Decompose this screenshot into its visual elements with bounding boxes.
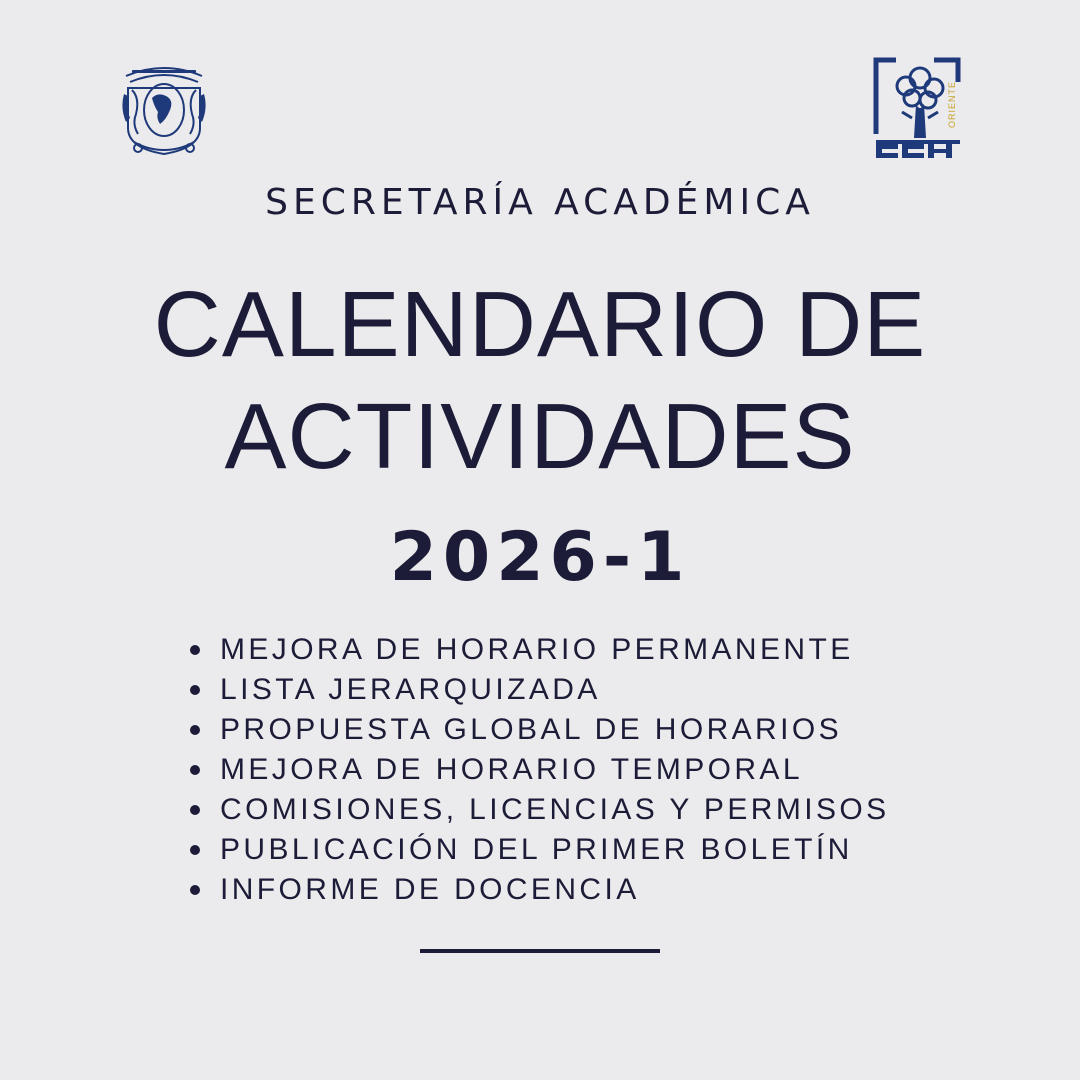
bullet-icon (190, 805, 200, 815)
title-line-1: CALENDARIO DE (153, 272, 927, 376)
list-item-label: PROPUESTA GLOBAL DE HORARIOS (220, 713, 843, 746)
divider-line (420, 949, 660, 953)
list-item-label: MEJORA DE HORARIO PERMANENTE (220, 633, 854, 666)
svg-text:ORIENTE: ORIENTE (947, 80, 957, 128)
list-item (190, 750, 890, 790)
list-item (190, 870, 890, 910)
activities-list (190, 630, 890, 910)
list-item (190, 670, 890, 710)
list-item-label: COMISIONES, LICENCIAS Y PERMISOS (220, 793, 890, 826)
bullet-icon (190, 645, 200, 655)
bullet-icon (190, 685, 200, 695)
list-item (190, 630, 890, 670)
subtitle: SECRETARÍA ACADÉMICA (265, 182, 815, 223)
bullet-icon (190, 885, 200, 895)
list-item (190, 710, 890, 750)
unam-logo (118, 58, 210, 158)
title-line-2: ACTIVIDADES (224, 384, 856, 488)
cch-oriente-logo (872, 56, 964, 158)
bullet-icon (190, 725, 200, 735)
list-item-label: LISTA JERARQUIZADA (220, 673, 601, 706)
bullet-icon (190, 845, 200, 855)
page-title (0, 268, 1080, 492)
list-item-label: INFORME DE DOCENCIA (220, 873, 640, 906)
list-item (190, 790, 890, 830)
bullet-icon (190, 765, 200, 775)
list-item (190, 830, 890, 870)
period-label: 2026-1 (389, 518, 691, 597)
list-item-label: PUBLICACIÓN DEL PRIMER BOLETÍN (220, 833, 853, 866)
list-item-label: MEJORA DE HORARIO TEMPORAL (220, 753, 803, 786)
